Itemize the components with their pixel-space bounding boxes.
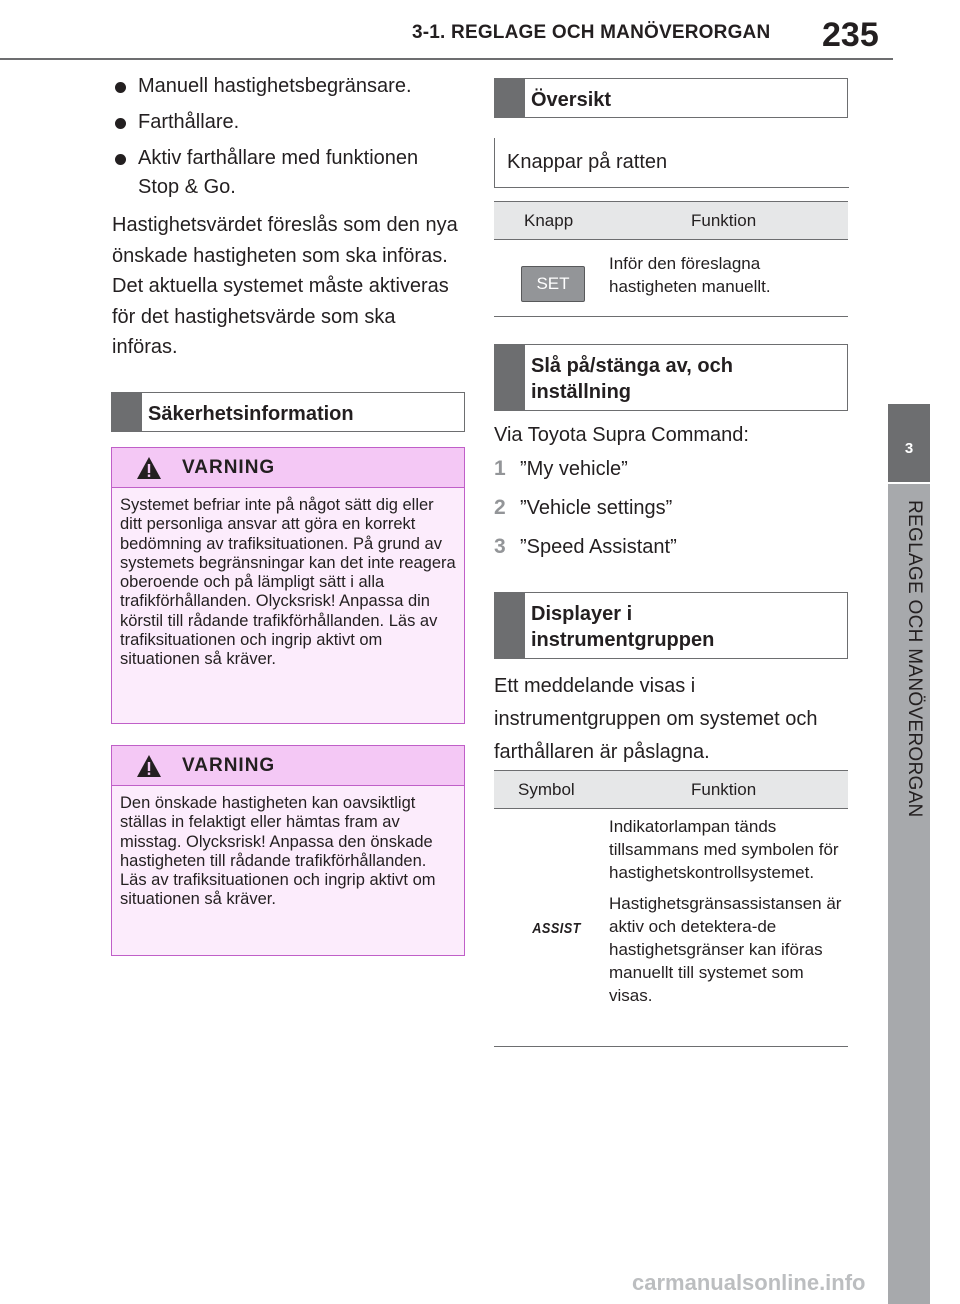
step-text: ”My vehicle” bbox=[520, 458, 628, 480]
table-header: Funktion bbox=[609, 771, 848, 809]
step-number: 2 bbox=[494, 496, 506, 519]
step-number: 1 bbox=[494, 457, 506, 480]
buttons-table bbox=[494, 201, 848, 317]
page-number: 235 bbox=[822, 16, 879, 54]
warning-box-2 bbox=[111, 745, 465, 956]
heading-bar bbox=[112, 393, 142, 431]
steering-buttons-subheading: Knappar på ratten bbox=[507, 151, 668, 173]
step-text: ”Speed Assistant” bbox=[520, 536, 677, 558]
table-row bbox=[494, 240, 848, 317]
warning-title: VARNING bbox=[182, 457, 276, 478]
function-cell bbox=[609, 809, 848, 1047]
warning-triangle-icon bbox=[136, 754, 162, 778]
heading-bar bbox=[495, 345, 525, 410]
table-header: Symbol bbox=[494, 771, 609, 809]
step-item bbox=[494, 534, 677, 573]
set-button-icon: SET bbox=[521, 266, 585, 302]
overview-heading-box bbox=[494, 78, 848, 118]
table-header: Knapp bbox=[494, 202, 609, 240]
intro-paragraph: Hastighetsvärdet föreslås som den nya önskade hastigheten som ska införas. Det aktuella systemet måste aktiveras för det hastighetsvärde som ska införas. bbox=[112, 214, 458, 358]
function-text: Indikatorlampan tänds tillsammans med symbolen för hastighetskontrollsystemet. bbox=[609, 817, 839, 882]
safety-heading-box bbox=[111, 392, 465, 432]
symbol-cell bbox=[494, 809, 609, 1047]
warning-box-1 bbox=[111, 447, 465, 724]
warning-triangle-icon bbox=[136, 456, 162, 480]
heading-bar bbox=[495, 79, 525, 117]
feature-bullet-list bbox=[112, 72, 462, 209]
section-title: 3-1. REGLAGE OCH MANÖVERORGAN bbox=[412, 22, 771, 43]
heading-bar bbox=[495, 593, 525, 658]
step-item bbox=[494, 456, 677, 495]
display-heading: Displayer i instrumentgruppen bbox=[531, 603, 715, 651]
symbol-table bbox=[494, 770, 848, 1047]
warning-header bbox=[112, 448, 464, 488]
warning-header bbox=[112, 746, 464, 786]
step-item bbox=[494, 495, 677, 534]
steering-buttons-subheading-box bbox=[494, 138, 849, 188]
function-cell: Inför den föreslagna hastigheten manuellt. bbox=[609, 240, 848, 317]
chapter-number-tab: 3 bbox=[888, 404, 930, 482]
overview-heading: Översikt bbox=[531, 89, 612, 111]
steps-list bbox=[494, 456, 677, 573]
button-cell bbox=[494, 240, 609, 317]
chapter-title-vertical: REGLAGE OCH MANÖVERORGAN bbox=[904, 500, 925, 818]
display-heading-box bbox=[494, 592, 848, 659]
warning-text: Den önskade hastigheten kan oavsiktligt ställas in felaktigt eller hämtas fram av misstag. Olycksrisk! Anpassa den önskade hastigheten till rådande trafikförhållanden. Läs av trafiksituationen och ingrip aktivt om situationen så kräver. bbox=[112, 786, 464, 955]
step-text: ”Vehicle settings” bbox=[520, 497, 673, 519]
step-number: 3 bbox=[494, 535, 506, 558]
bullet-item: Aktiv farthållare med funktionen Stop & Go. bbox=[112, 144, 462, 202]
onoff-heading-box bbox=[494, 344, 848, 411]
function-text: Hastighetsgränsassistansen är aktiv och detektera-de hastighetsgränser kan iföras manuellt till systemet som visas. bbox=[609, 894, 842, 1005]
onoff-heading: Slå på/stänga av, och inställning bbox=[531, 355, 733, 403]
table-row bbox=[494, 809, 848, 1047]
assist-symbol-icon: ASSIST bbox=[532, 919, 581, 937]
safety-heading: Säkerhetsinformation bbox=[148, 403, 354, 425]
display-paragraph: Ett meddelande visas i instrumentgruppen om systemet och farthållaren är påslagna. bbox=[494, 675, 818, 763]
warning-title: VARNING bbox=[182, 755, 276, 776]
warning-text: Systemet befriar inte på något sätt dig eller ditt personliga ansvar att göra en korrekt bedömning av trafiksituationen. På grund av systemets begränsningar kan det inte reagera oberoende och på lämpligt sätt i alla trafikförhållanden. Olycksrisk! Anpassa din körstil till rådande trafikförhållanden. Läs av trafiksituationen och ingrip aktivt om situationen så kräver. bbox=[112, 488, 464, 723]
header-divider bbox=[0, 58, 893, 60]
bullet-item: Farthållare. bbox=[112, 108, 462, 137]
via-text: Via Toyota Supra Command: bbox=[494, 424, 749, 446]
bullet-item: Manuell hastighetsbegränsare. bbox=[112, 72, 462, 101]
table-header: Funktion bbox=[609, 202, 848, 240]
watermark: carmanualsonline.info bbox=[632, 1270, 866, 1295]
